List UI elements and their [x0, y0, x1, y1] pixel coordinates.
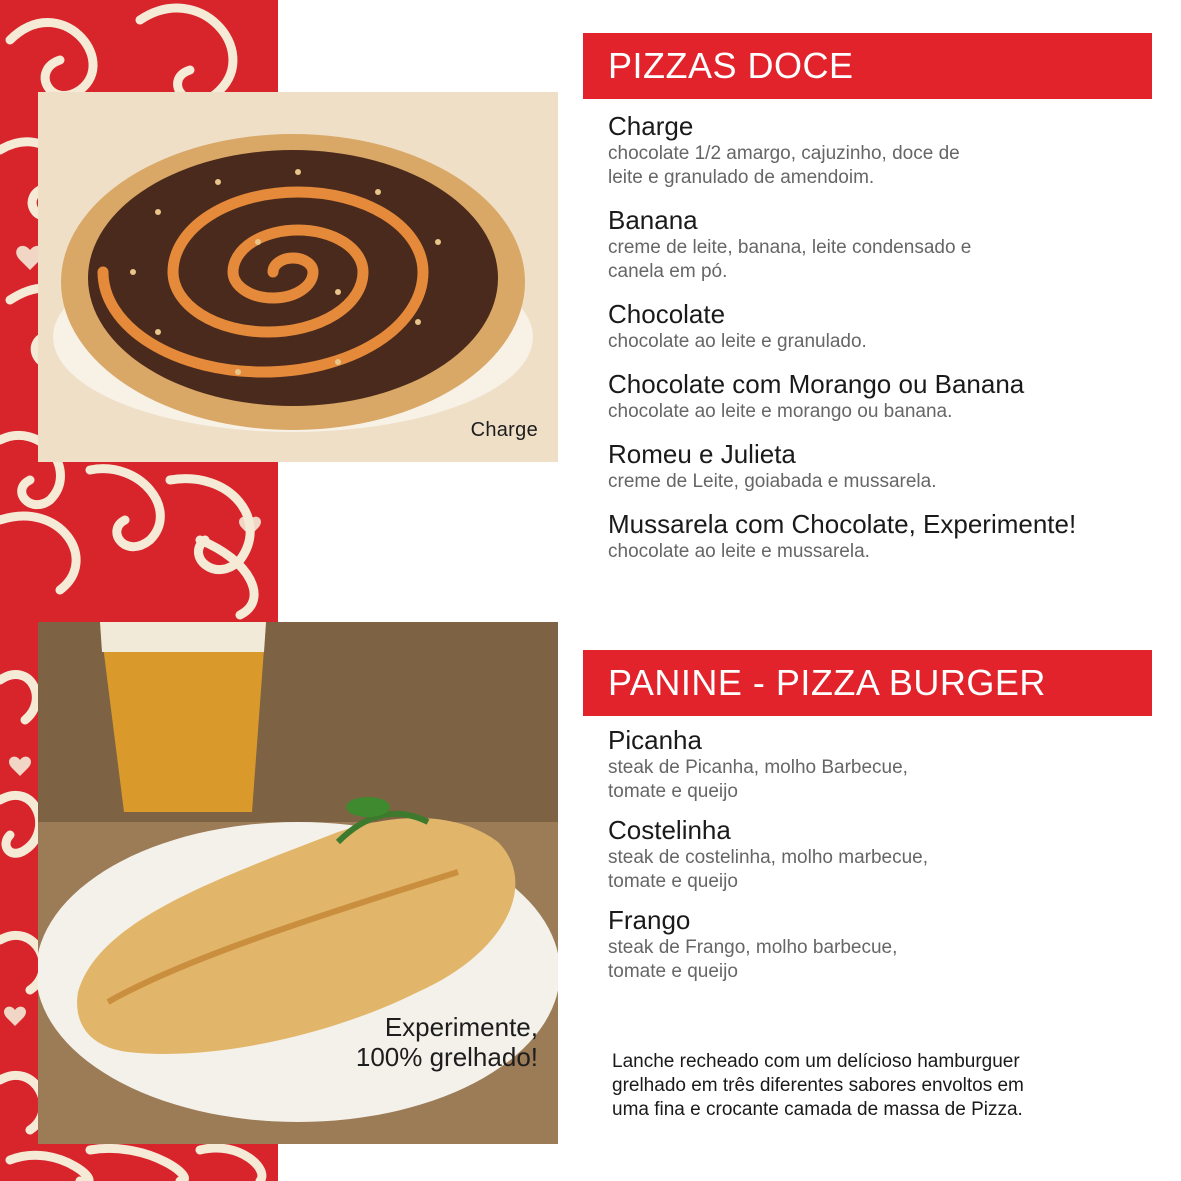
item-description: creme de Leite, goiabada e mussarela. [608, 471, 937, 492]
menu-item [608, 438, 1168, 494]
menu-list-pizzas-doce [608, 110, 1168, 578]
menu-item [608, 204, 1168, 284]
item-description: chocolate 1/2 amargo, cajuzinho, doce de leite e granulado de amendoim. [608, 143, 960, 188]
pizza-illustration [38, 92, 558, 462]
section-title-panine: PANINE - PIZZA BURGER [583, 650, 1152, 716]
photo-caption: Charge [470, 419, 538, 441]
panine-description: Lanche recheado com um delícioso hamburguer grelhado em três diferentes sabores envoltos em uma fina e crocante camada de massa de Pizza. [612, 1051, 1024, 1120]
menu-item [608, 814, 1168, 894]
menu-item [608, 904, 1168, 984]
menu-item [608, 110, 1168, 190]
item-name: Charge [608, 111, 694, 141]
item-name: Banana [608, 205, 698, 235]
item-description: steak de Picanha, molho Barbecue, tomate e queijo [608, 757, 908, 802]
charge-pizza-photo [38, 92, 558, 462]
panine-photo [38, 622, 558, 1144]
item-name: Picanha [608, 725, 702, 755]
item-description: steak de costelinha, molho marbecue, tomate e queijo [608, 847, 929, 892]
menu-list-panine [608, 724, 1168, 994]
item-description: steak de Frango, molho barbecue, tomate e queijo [608, 937, 898, 982]
photo-caption: Experimente, 100% grelhado! [355, 1012, 538, 1072]
section-title-pizzas-doce: PIZZAS DOCE [583, 33, 1152, 99]
item-description: chocolate ao leite e mussarela. [608, 541, 870, 562]
menu-item [608, 368, 1168, 424]
menu-item [608, 508, 1168, 564]
item-name: Frango [608, 905, 691, 935]
item-description: creme de leite, banana, leite condensado e canela em pó. [608, 237, 972, 282]
item-description: chocolate ao leite e morango ou banana. [608, 401, 953, 422]
menu-item [608, 298, 1168, 354]
item-name: Mussarela com Chocolate, Experimente! [608, 509, 1077, 539]
item-description: chocolate ao leite e granulado. [608, 331, 867, 352]
item-name: Romeu e Julieta [608, 439, 796, 469]
menu-item [608, 724, 1168, 804]
item-name: Chocolate com Morango ou Banana [608, 369, 1025, 399]
item-name: Costelinha [608, 815, 731, 845]
item-name: Chocolate [608, 299, 726, 329]
